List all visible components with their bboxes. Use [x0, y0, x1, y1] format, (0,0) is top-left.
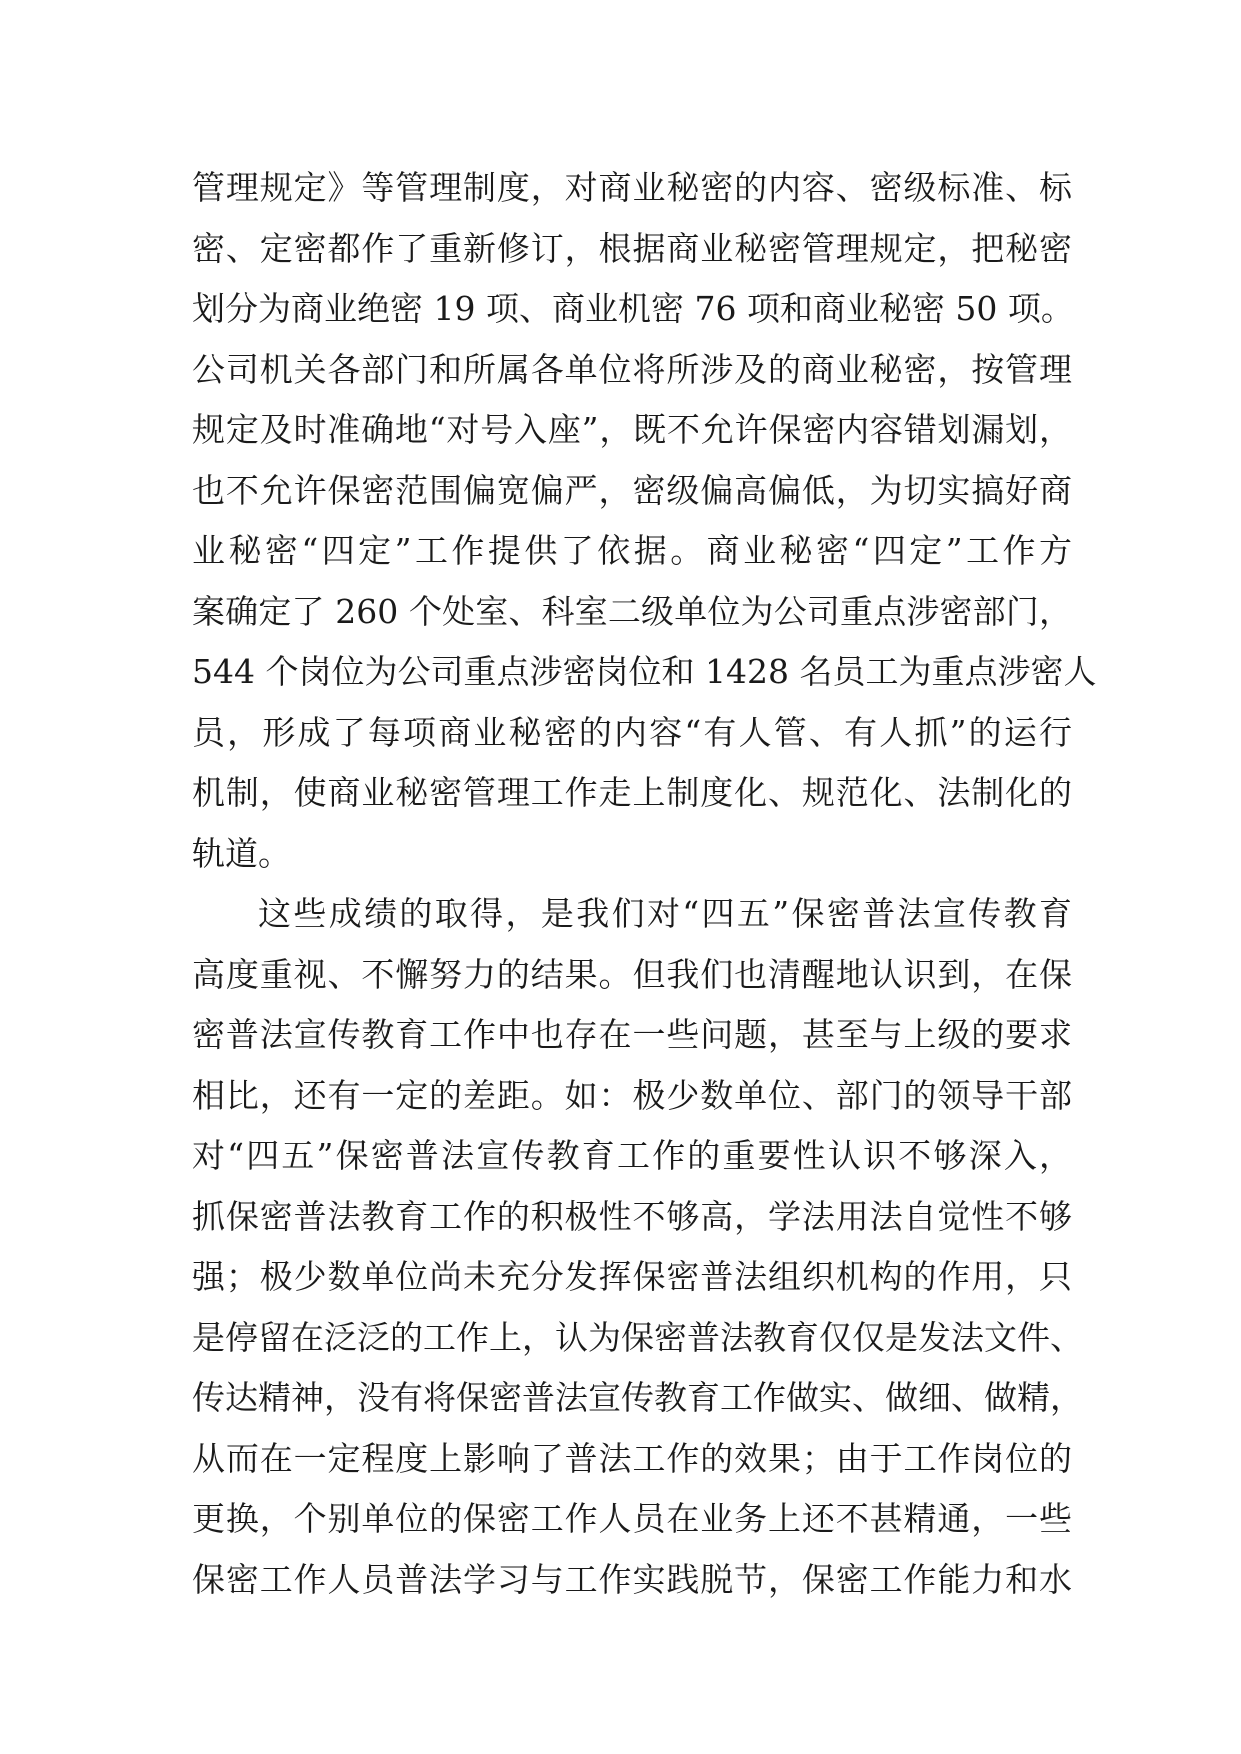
document-body: [192, 158, 1097, 1610]
text-line: 抓保密普法教育工作的积极性不够高，学法用法自觉性不够: [192, 1196, 1072, 1236]
text-line: 员，形成了每项商业秘密的内容“有人管、有人抓”的运行: [192, 712, 1072, 752]
text-line: 保密工作人员普法学习与工作实践脱节，保密工作能力和水: [192, 1559, 1072, 1599]
text-line: 业秘密“四定”工作提供了依据。商业秘密“四定”工作方: [192, 531, 1072, 570]
text-line: 相比，还有一定的差距。如：极少数单位、部门的领导干部: [192, 1075, 1072, 1115]
text-line: 密普法宣传教育工作中也存在一些问题，甚至与上级的要求: [192, 1015, 1072, 1054]
text-line: 案确定了 260 个处室、科室二级单位为公司重点涉密部门，: [192, 591, 1072, 631]
text-line: 传达精神，没有将保密普法宣传教育工作做实、做细、做精，: [192, 1378, 1083, 1417]
text-line: 规定及时准确地“对号入座”，既不允许保密内容错划漏划，: [192, 410, 1072, 449]
text-line: 管理规定》等管理制度，对商业秘密的内容、密级标准、标: [192, 168, 1072, 207]
text-line: 是停留在泛泛的工作上，认为保密普法教育仅仅是发法文件、: [192, 1317, 1083, 1357]
text-line: 544 个岗位为公司重点涉密岗位和 1428 名员工为重点涉密人: [192, 652, 1097, 691]
text-line: 对“四五”保密普法宣传教育工作的重要性认识不够深入，: [192, 1136, 1072, 1175]
text-line: 密、定密都作了重新修订，根据商业秘密管理规定，把秘密: [192, 228, 1072, 268]
text-line: 也不允许保密范围偏宽偏严，密级偏高偏低，为切实搞好商: [192, 470, 1072, 510]
text-line: 这些成绩的取得，是我们对“四五”保密普法宣传教育: [258, 894, 1072, 933]
paragraph-1: [192, 158, 1097, 884]
text-line: 轨道。: [192, 833, 291, 873]
paragraph-2: [192, 884, 1083, 1610]
text-line: 公司机关各部门和所属各单位将所涉及的商业秘密，按管理: [192, 349, 1072, 389]
text-line: 划分为商业绝密 19 项、商业机密 76 项和商业秘密 50 项。: [192, 289, 1074, 328]
text-line: 高度重视、不懈努力的结果。但我们也清醒地认识到，在保: [192, 954, 1072, 994]
text-line: 强；极少数单位尚未充分发挥保密普法组织机构的作用，只: [192, 1257, 1072, 1296]
text-line: 从而在一定程度上影响了普法工作的效果；由于工作岗位的: [192, 1438, 1072, 1478]
text-line: 机制，使商业秘密管理工作走上制度化、规范化、法制化的: [192, 773, 1072, 812]
text-line: 更换，个别单位的保密工作人员在业务上还不甚精通，一些: [192, 1499, 1072, 1538]
